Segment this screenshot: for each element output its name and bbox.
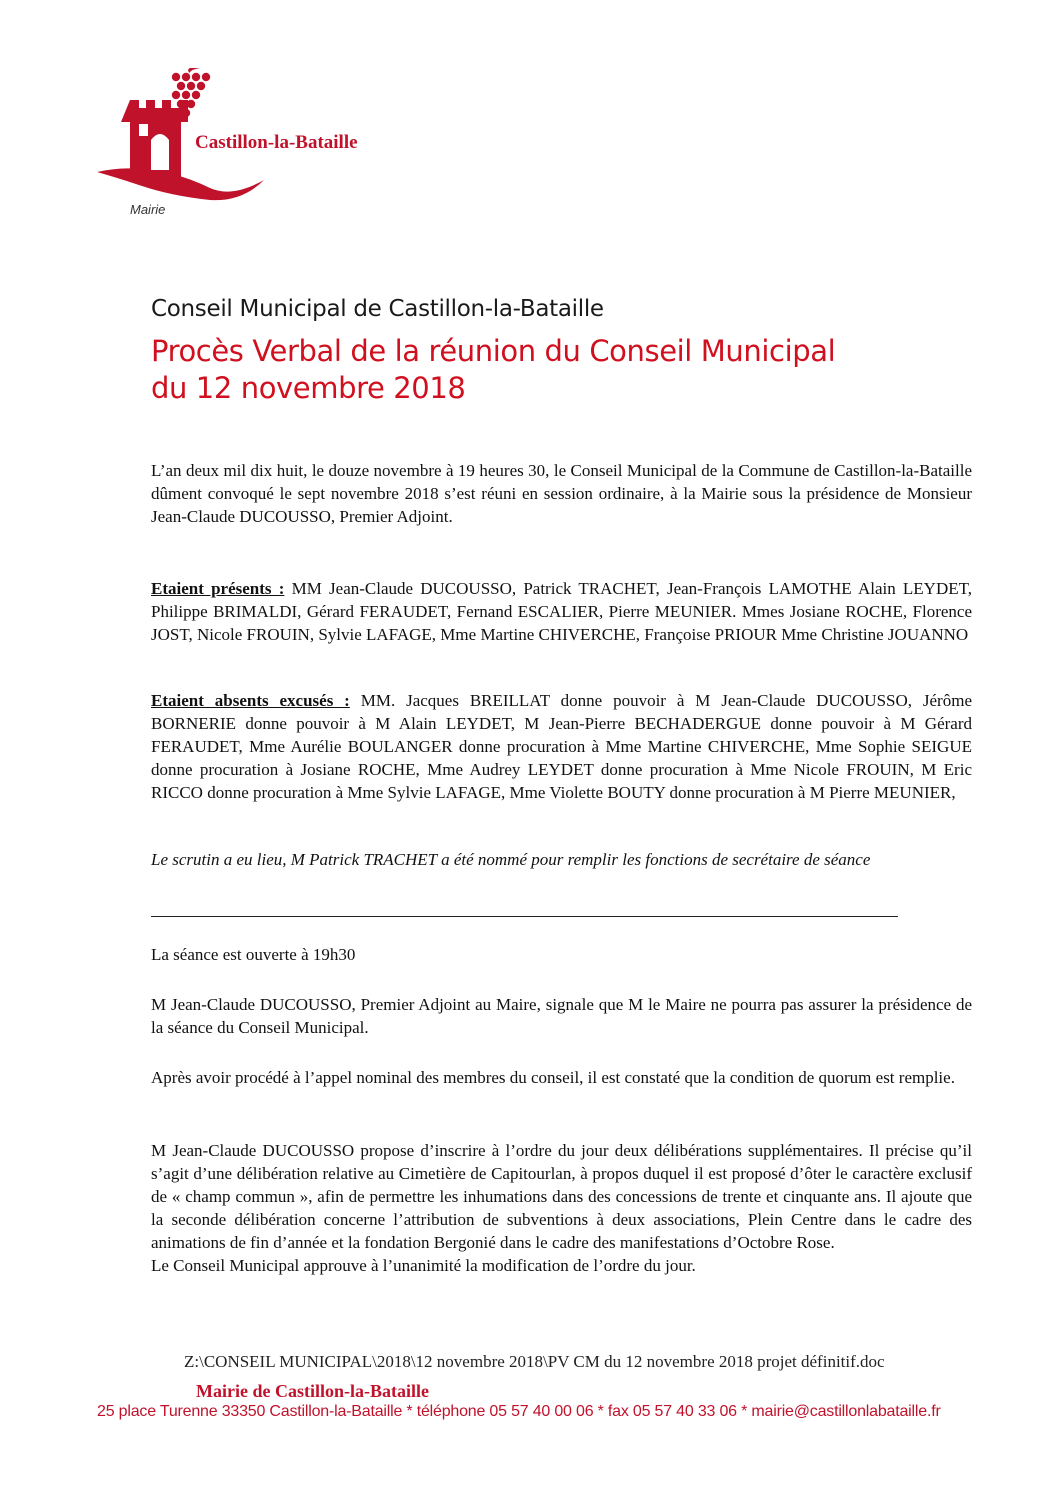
horizontal-divider: [151, 916, 898, 917]
logo-town-name: Castillon-la-Bataille: [195, 132, 358, 153]
mairie-logo: [92, 68, 412, 228]
document-title-line1: Procès Verbal de la réunion du Conseil Municipal: [151, 334, 836, 368]
presents-label: Etaient présents :: [151, 579, 285, 598]
absents-list: MM. Jacques BREILLAT donne pouvoir à M Jean-Claude DUCOUSSO, Jérôme BORNERIE donne pouvoir à M Alain LEYDET, M Jean-Pierre BECHADERGUE donne pouvoir à M Gérard FERAUDET, Mme Aurélie BOULANGER donne procuration à Mme Martine CHIVERCHE, Mme Sophie SEIGUE donne procuration à Josiane ROCHE, Mme Audrey LEYDET donne procuration à Mme Nicole FROUIN, M Eric RICCO donne procuration à Mme Sylvie LAFAGE, Mme Violette BOUTY donne procuration à M Pierre MEUNIER,: [151, 691, 972, 802]
paragraph-opening: [151, 943, 972, 966]
logo-mairie-label: Mairie: [130, 202, 166, 217]
quorum-text: Après avoir procédé à l’appel nominal des membres du conseil, il est constaté que la condition de quorum est remplie.: [151, 1068, 955, 1087]
opening-text: La séance est ouverte à 19h30: [151, 945, 356, 964]
paragraph-presidence: [151, 993, 972, 1039]
intro-paragraph: [151, 459, 972, 528]
intro-text: L’an deux mil dix huit, le douze novembre à 19 heures 30, le Conseil Municipal de la Commune de Castillon-la-Bataille dûment convoqué le sept novembre 2018 s’est réuni en session ordinaire, à la Mairie sous la présidence de Monsieur Jean-Claude DUCOUSSO, Premier Adjoint.: [151, 461, 972, 526]
scrutin-paragraph: [151, 848, 972, 871]
scrutin-text: Le scrutin a eu lieu, M Patrick TRACHET a été nommé pour remplir les fonctions de secrétaire de séance: [151, 850, 871, 869]
presents-list: MM Jean-Claude DUCOUSSO, Patrick TRACHET, Jean-François LAMOTHE Alain LEYDET, Philippe BRIMALDI, Gérard FERAUDET, Fernand ESCALIER, Pierre MEUNIER. Mmes Josiane ROCHE, Florence JOST, Nicole FROUIN, Sylvie LAFAGE, Mme Martine CHIVERCHE, Françoise PRIOUR Mme Christine JOUANNO: [151, 579, 972, 644]
ordre-du-jour-text: M Jean-Claude DUCOUSSO propose d’inscrire à l’ordre du jour deux délibérations supplémentaires. Il précise qu’il s’agit d’une délibération relative au Cimetière de Capitourlan, à propos duquel il est proposé d’ôter le caractère exclusif de « champ commun », afin de permettre les inhumations dans des concessions de trente et cinquante ans. Il ajoute que la seconde délibération concerne l’attribution de subventions à deux associations, Plein Centre dans le cadre des animations de fin d’année et la fondation Bergonié dans le cadre des manifestations d’Octobre Rose.: [151, 1141, 972, 1252]
paragraph-ordre-du-jour: [151, 1139, 972, 1277]
footer-mairie-name: Mairie de Castillon-la-Bataille: [196, 1381, 429, 1401]
document-title: [151, 333, 835, 407]
absents-paragraph: [151, 689, 972, 804]
presidence-text: M Jean-Claude DUCOUSSO, Premier Adjoint au Maire, signale que M le Maire ne pourra pas assurer la présidence de la séance du Conseil Municipal.: [151, 995, 972, 1037]
footer-contact: 25 place Turenne 33350 Castillon-la-Bataille * téléphone 05 57 40 00 06 * fax 05 57 40 33 06 * mairie@castillonlabataille.fr: [97, 1403, 941, 1420]
absents-label: Etaient absents excusés :: [151, 691, 350, 710]
file-path: Z:\CONSEIL MUNICIPAL\2018\12 novembre 2018\PV CM du 12 novembre 2018 projet définitif.doc: [184, 1352, 885, 1371]
council-heading: Conseil Municipal de Castillon-la-Bataille: [151, 296, 604, 322]
paragraph-quorum: [151, 1066, 972, 1089]
approval-text: Le Conseil Municipal approuve à l’unanimité la modification de l’ordre du jour.: [151, 1256, 696, 1275]
presents-paragraph: [151, 577, 972, 646]
document-title-line2: du 12 novembre 2018: [151, 371, 466, 405]
